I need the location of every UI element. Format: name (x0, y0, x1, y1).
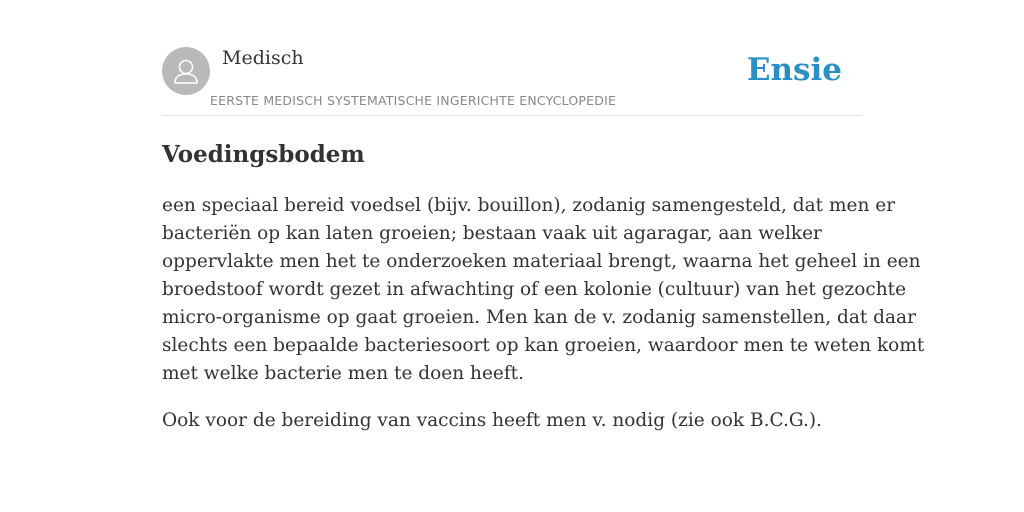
author-name[interactable]: Medisch (222, 47, 304, 69)
article-paragraph-2: Ook voor de bereiding van vaccins heeft men v. nodig (zie ook B.C.G.). (162, 410, 822, 431)
paragraph-line: bacteriën op kan laten groeien; bestaan vaak uit agaragar, aan welker (162, 223, 822, 244)
page (162, 0, 925, 512)
header (162, 0, 862, 116)
avatar[interactable] (162, 47, 210, 95)
paragraph-line: slechts een bepaalde bacteriesoort op kan groeien, waardoor men te weten komt (162, 335, 925, 356)
brand-logo[interactable]: Ensie (746, 52, 842, 88)
author-subtitle: EERSTE MEDISCH SYSTEMATISCHE INGERICHTE ENCYCLOPEDIE (210, 93, 617, 108)
page-title: Voedingsbodem (162, 141, 365, 168)
paragraph-line: broedstoof wordt gezet in afwachting of een kolonie (cultuur) van het gezochte (162, 279, 907, 300)
paragraph-line: micro-organisme op gaat groeien. Men kan de v. zodanig samenstellen, dat daar (162, 307, 916, 328)
article-paragraph-1 (162, 192, 925, 388)
paragraph-line: een speciaal bereid voedsel (bijv. bouillon), zodanig samengesteld, dat men er (162, 195, 896, 216)
paragraph-line: met welke bacterie men te doen heeft. (162, 363, 524, 384)
paragraph-line: oppervlakte men het te onderzoeken materiaal brengt, waarna het geheel in een (162, 251, 921, 272)
user-silhouette-icon (162, 47, 210, 95)
